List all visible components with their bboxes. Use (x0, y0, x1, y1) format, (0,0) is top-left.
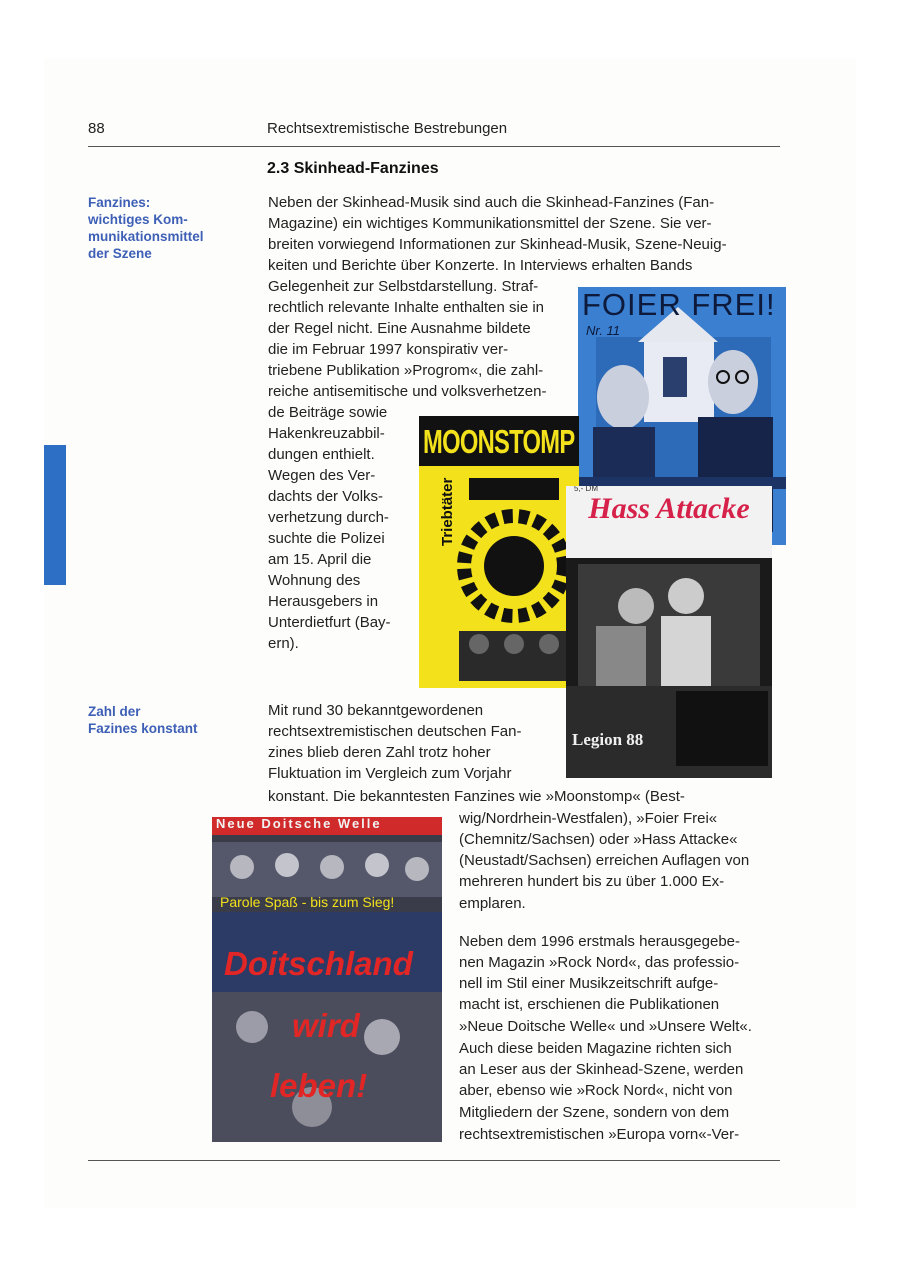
text-line: aber, ebenso wie »Rock Nord«, nicht von (459, 1082, 733, 1099)
text-line: der Regel nicht. Eine Ausnahme bildete (268, 320, 531, 337)
ndw-line-3: leben! (270, 1067, 368, 1104)
page-number: 88 (88, 120, 105, 137)
cover-hass-attacke (566, 486, 772, 778)
cover-moonstomp (419, 416, 579, 688)
text-line: de Beiträge sowie (268, 404, 388, 421)
text-line: Herausgebers in (268, 593, 379, 610)
text-line: keiten und Berichte über Konzerte. In Interviews erhalten Bands (268, 257, 693, 274)
margin-note-zahl: Zahl der Fazines konstant (88, 704, 198, 736)
text-line: nell im Stil einer Musikzeitschrift aufge- (459, 975, 719, 992)
foier-frei-issue: Nr. 11 (586, 323, 620, 338)
text-line: ern). (268, 635, 299, 652)
text-line: »Neue Doitsche Welle« und »Unsere Welt«. (459, 1018, 752, 1035)
hass-attacke-footer: Legion 88 (572, 730, 644, 749)
text-line: zines blieb deren Zahl trotz hoher (268, 744, 491, 761)
text-line: verhetzung durch- (268, 509, 389, 526)
text-line: (Chemnitz/Sachsen) oder »Hass Attacke« (459, 831, 738, 848)
text-line: Gelegenheit zur Selbstdarstellung. Straf- (268, 278, 539, 295)
text-line: wig/Nordrhein-Westfalen), »Foier Frei« (459, 810, 718, 827)
cover-neue-doitsche-welle (212, 817, 442, 1142)
running-title: Rechtsextremistische Bestrebungen (267, 120, 508, 137)
ndw-title: Neue Doitsche Welle (216, 817, 382, 831)
text-line: Fluktuation im Vergleich zum Vorjahr (268, 765, 512, 782)
ndw-line-2: wird (292, 1007, 360, 1044)
text-line: dachts der Volks- (268, 488, 384, 505)
moonstomp-artwork (419, 416, 579, 688)
text-line: Mitgliedern der Szene, sondern von dem (459, 1104, 730, 1121)
hass-attacke-title: Hass Attacke (588, 492, 750, 525)
text-line: rechtlich relevante Inhalte enthalten sie in (268, 299, 545, 316)
text-line: dungen enthielt. (268, 446, 375, 463)
hass-attacke-price: 5,- DM (574, 486, 598, 493)
text-line: Neben der Skinhead-Musik sind auch die Skinhead-Fanzines (Fan- (268, 194, 715, 211)
text-line: (Neustadt/Sachsen) erreichen Auflagen von (459, 852, 750, 869)
text-line: Mit rund 30 bekanntgewordenen (268, 702, 484, 719)
text-line: mehreren hundert bis zu über 1.000 Ex- (459, 873, 725, 890)
margin-color-bar (44, 445, 66, 585)
text-line: Unterdietfurt (Bay- (268, 614, 391, 631)
text-line: breiten vorwiegend Informationen zur Skinhead-Musik, Szene-Neuig- (268, 236, 727, 253)
text-line: rechtsextremistischen »Europa vorn«-Ver- (459, 1126, 740, 1143)
text-line: emplaren. (459, 895, 526, 912)
text-line: die im Februar 1997 konspirativ ver- (268, 341, 509, 358)
text-line: Wohnung des (268, 572, 361, 589)
text-line: Neben dem 1996 erstmals herausgegebe- (459, 933, 741, 950)
text-line: Auch diese beiden Magazine richten sich (459, 1040, 732, 1057)
foier-frei-title: FOIER FREI! (582, 287, 776, 322)
ndw-banner: Parole Spaß - bis zum Sieg! (220, 894, 395, 910)
header-rule (88, 146, 780, 147)
text-line: triebene Publikation »Progrom«, die zahl- (268, 362, 544, 379)
text-line: am 15. April die (268, 551, 372, 568)
text-line: Wegen des Ver- (268, 467, 376, 484)
text-line: macht ist, erschienen die Publikationen (459, 996, 720, 1013)
moonstomp-title: MOONSTOMP (423, 423, 575, 460)
text-line: Hakenkreuzabbil- (268, 425, 385, 442)
text-line: suchte die Polizei (268, 530, 385, 547)
text-line: Magazine) ein wichtiges Kommunikationsmittel der Szene. Sie ver- (268, 215, 712, 232)
text-line: an Leser aus der Skinhead-Szene, werden (459, 1061, 744, 1078)
text-line: nen Magazin »Rock Nord«, das professio- (459, 954, 740, 971)
text-line: rechtsextremistischen deutschen Fan- (268, 723, 522, 740)
section-title: 2.3 Skinhead-Fanzines (267, 160, 439, 177)
margin-note-fanzines: Fanzines: wichtiges Kom- munikationsmittel der Szene (88, 195, 204, 261)
ndw-line-1: Doitschland (224, 945, 413, 982)
text-line: reiche antisemitische und volksverhetzen- (268, 383, 547, 400)
text-line: konstant. Die bekanntesten Fanzines wie »Moonstomp« (Best- (268, 788, 685, 805)
footer-rule (88, 1160, 780, 1161)
moonstomp-side-text: Triebtäter (439, 477, 456, 546)
